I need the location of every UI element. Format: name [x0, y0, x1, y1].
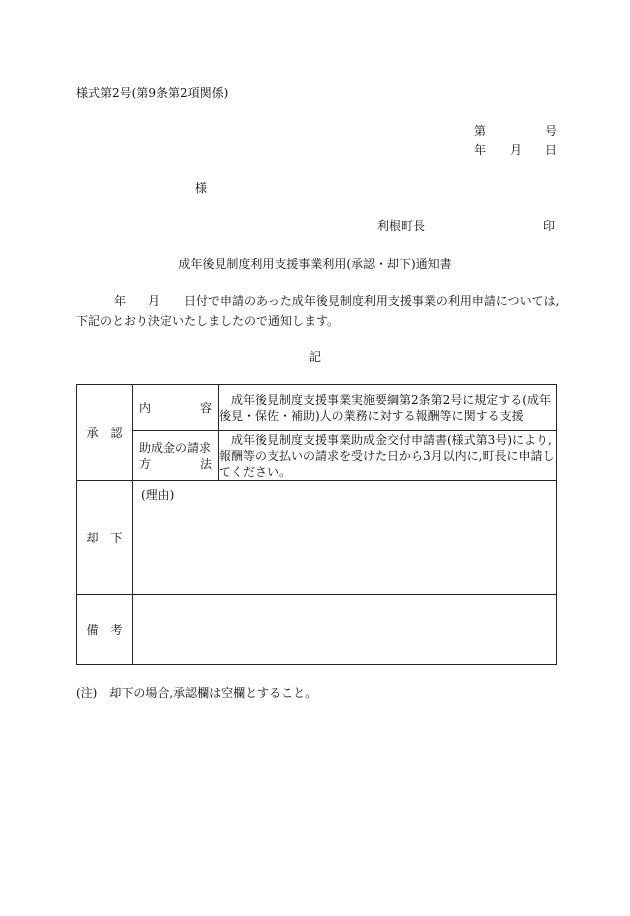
body-line1: 日付で申請のあった成年後見制度利用支援事業の利用申請については,	[184, 294, 560, 308]
seal-mark: 印	[543, 219, 556, 233]
number-suffix: 号	[545, 124, 558, 138]
method-text: 成年後見制度支援事業助成金交付申請書(様式第3号)により,報酬等の支払いの請求を受けた日から3月以内に,町長に申請してください。	[219, 431, 557, 481]
date-month: 月	[510, 143, 523, 157]
footnote: (注) 却下の場合,承認欄は空欄とすること。	[76, 686, 318, 700]
number-prefix: 第	[474, 124, 487, 138]
body-year: 年	[114, 294, 127, 308]
date-year: 年	[474, 143, 487, 157]
method-label: 助成金の請求 方 法	[133, 431, 219, 481]
content-text: 成年後見制度支援事業実施要綱第2条第2号に規定する(成年後見・保佐・補助)人の業務に対する報酬等に関する支援	[219, 385, 557, 431]
document-title: 成年後見制度利用支援事業利用(承認・却下)通知書	[178, 257, 452, 271]
date-day: 日	[545, 143, 558, 157]
remarks-header: 備 考	[77, 595, 133, 665]
ki-heading: 記	[308, 350, 321, 364]
body-line2: 下記のとおり決定いたしましたので通知します。	[76, 314, 340, 328]
decision-table	[76, 384, 557, 665]
content-label: 内 容	[133, 385, 219, 431]
body-month: 月	[148, 294, 161, 308]
rejection-header: 却 下	[77, 481, 133, 595]
rejection-reason: (理由)	[133, 481, 557, 595]
addressee: 様	[195, 181, 208, 195]
remarks-cell	[133, 595, 557, 665]
approval-header: 承 認	[77, 385, 133, 481]
issuer: 利根町長	[377, 219, 426, 233]
form-id: 様式第2号(第9条第2項関係)	[76, 86, 229, 100]
